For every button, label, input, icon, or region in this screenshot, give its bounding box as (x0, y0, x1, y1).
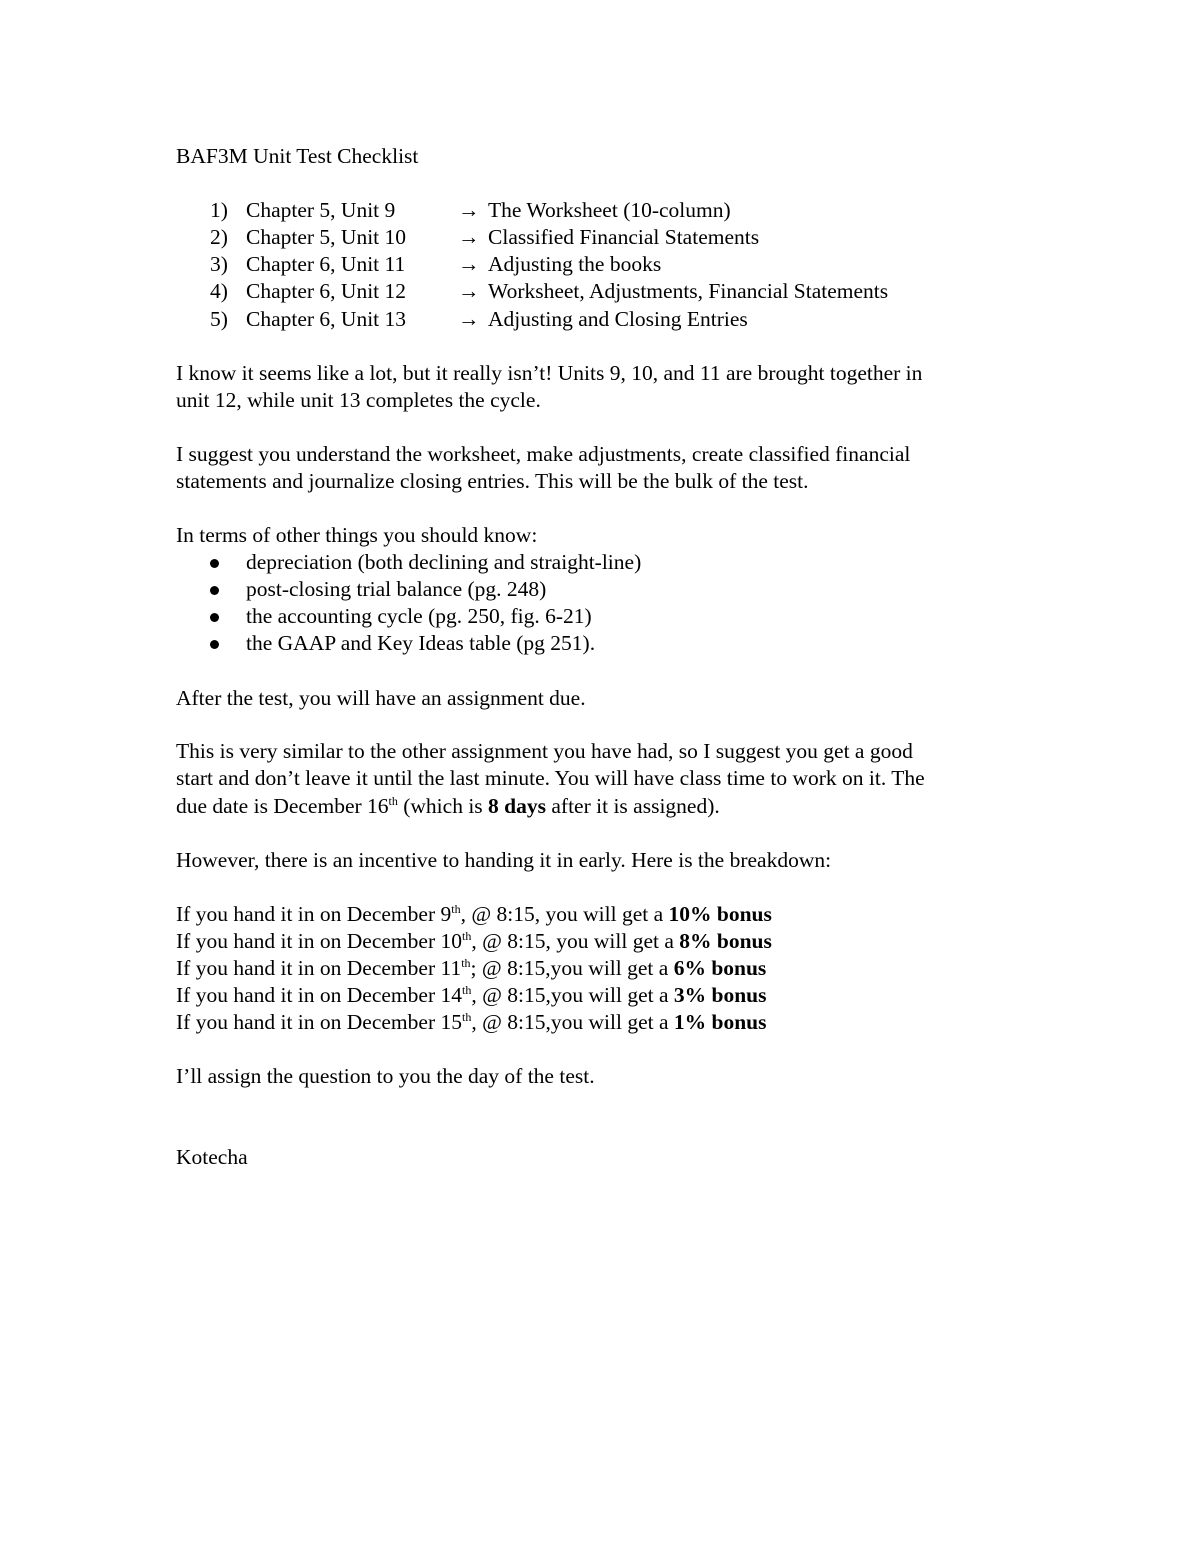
paragraph-suggest-line1: I suggest you understand the worksheet, make adjustments, create classified financial (176, 442, 911, 466)
chapter-number: 5) (210, 307, 228, 331)
chapter-item (176, 278, 1076, 305)
bullet-icon (210, 613, 219, 622)
chapter-item (176, 306, 1076, 333)
chapter-number: 4) (210, 279, 228, 303)
bonus-line (176, 1009, 767, 1036)
paragraph-units-line1: I know it seems like a lot, but it really isn’t! Units 9, 10, and 11 are brought together in (176, 361, 923, 385)
bonus-time: , @ 8:15, you will get a (460, 902, 669, 926)
chapter-topic: Worksheet, Adjustments, Financial Statements (488, 279, 889, 303)
chapter-label: Chapter 5, Unit 10 (246, 225, 407, 249)
bullet-text: the GAAP and Key Ideas table (pg 251). (246, 631, 596, 655)
paragraph-suggest-line2: statements and journalize closing entries. This will be the bulk of the test. (176, 469, 809, 493)
bonus-line (176, 955, 766, 982)
arrow-icon: → (458, 279, 480, 303)
arrow-icon: → (458, 307, 480, 331)
bullet-text: post-closing trial balance (pg. 248) (246, 577, 547, 601)
chapter-label: Chapter 5, Unit 9 (246, 198, 396, 222)
date-suffix: th (451, 901, 461, 916)
bonus-date: If you hand it in on December 15 (176, 1010, 462, 1034)
paragraph-units-line2: unit 12, while unit 13 completes the cycle. (176, 388, 541, 412)
bonus-amount: 10% bonus (668, 902, 772, 926)
bullet-text: the accounting cycle (pg. 250, fig. 6-21) (246, 604, 592, 628)
bonus-line (176, 901, 772, 928)
date-suffix: th (462, 928, 472, 943)
bonus-amount: 8% bonus (679, 929, 772, 953)
assignment-paragraph-line2: start and don’t leave it until the last minute. You will have class time to work on it. The (176, 766, 925, 790)
bonus-date: If you hand it in on December 11 (176, 956, 462, 980)
due-date-mid: (which is (397, 794, 489, 818)
bullet-icon (210, 559, 219, 568)
incentive-paragraph: However, there is an incentive to handing it in early. Here is the breakdown: (176, 848, 832, 872)
due-date-suffix: th (388, 793, 398, 808)
chapter-label: Chapter 6, Unit 11 (246, 252, 406, 276)
due-date-post: after it is assigned). (546, 794, 720, 818)
chapter-number: 1) (210, 198, 228, 222)
bonus-date: If you hand it in on December 9 (176, 902, 452, 926)
bonus-amount: 3% bonus (673, 983, 767, 1007)
bullet-icon (210, 586, 219, 595)
chapter-item (176, 197, 1076, 224)
arrow-icon: → (458, 198, 480, 222)
arrow-icon: → (458, 225, 480, 249)
chapter-topic: The Worksheet (10-column) (488, 198, 731, 222)
assignment-paragraph-line1: This is very similar to the other assignment you have had, so I suggest you get a good (176, 739, 913, 763)
bonus-line (176, 982, 767, 1009)
chapter-number: 3) (210, 252, 228, 276)
document-title: BAF3M Unit Test Checklist (176, 144, 419, 168)
due-date-text: due date is December 16 (176, 794, 389, 818)
chapter-label: Chapter 6, Unit 13 (246, 307, 407, 331)
bullet-text: depreciation (both declining and straight-line) (246, 550, 642, 574)
date-suffix: th (461, 955, 471, 970)
bonus-amount: 1% bonus (673, 1010, 767, 1034)
signature: Kotecha (176, 1145, 248, 1169)
due-date-line (176, 793, 720, 820)
bonus-line (176, 928, 772, 955)
chapter-number: 2) (210, 225, 228, 249)
bonus-time: ; @ 8:15,you will get a (470, 956, 674, 980)
bonus-time: , @ 8:15, you will get a (471, 929, 680, 953)
bonus-date: If you hand it in on December 10 (176, 929, 462, 953)
closing-paragraph: I’ll assign the question to you the day of the test. (176, 1064, 595, 1088)
date-suffix: th (462, 1009, 472, 1024)
bonus-time: , @ 8:15,you will get a (471, 983, 674, 1007)
bonus-date: If you hand it in on December 14 (176, 983, 462, 1007)
chapter-item (176, 224, 1076, 251)
chapter-item (176, 251, 1076, 278)
chapter-topic: Adjusting and Closing Entries (488, 307, 748, 331)
after-test-paragraph: After the test, you will have an assignment due. (176, 686, 586, 710)
chapter-label: Chapter 6, Unit 12 (246, 279, 407, 303)
chapter-topic: Classified Financial Statements (488, 225, 760, 249)
bonus-amount: 6% bonus (673, 956, 767, 980)
bonus-time: , @ 8:15,you will get a (471, 1010, 674, 1034)
days-count: 8 days (488, 794, 546, 818)
date-suffix: th (462, 982, 472, 997)
other-things-heading: In terms of other things you should know: (176, 523, 538, 547)
bullet-icon (210, 640, 219, 649)
arrow-icon: → (458, 252, 480, 276)
chapter-topic: Adjusting the books (488, 252, 662, 276)
